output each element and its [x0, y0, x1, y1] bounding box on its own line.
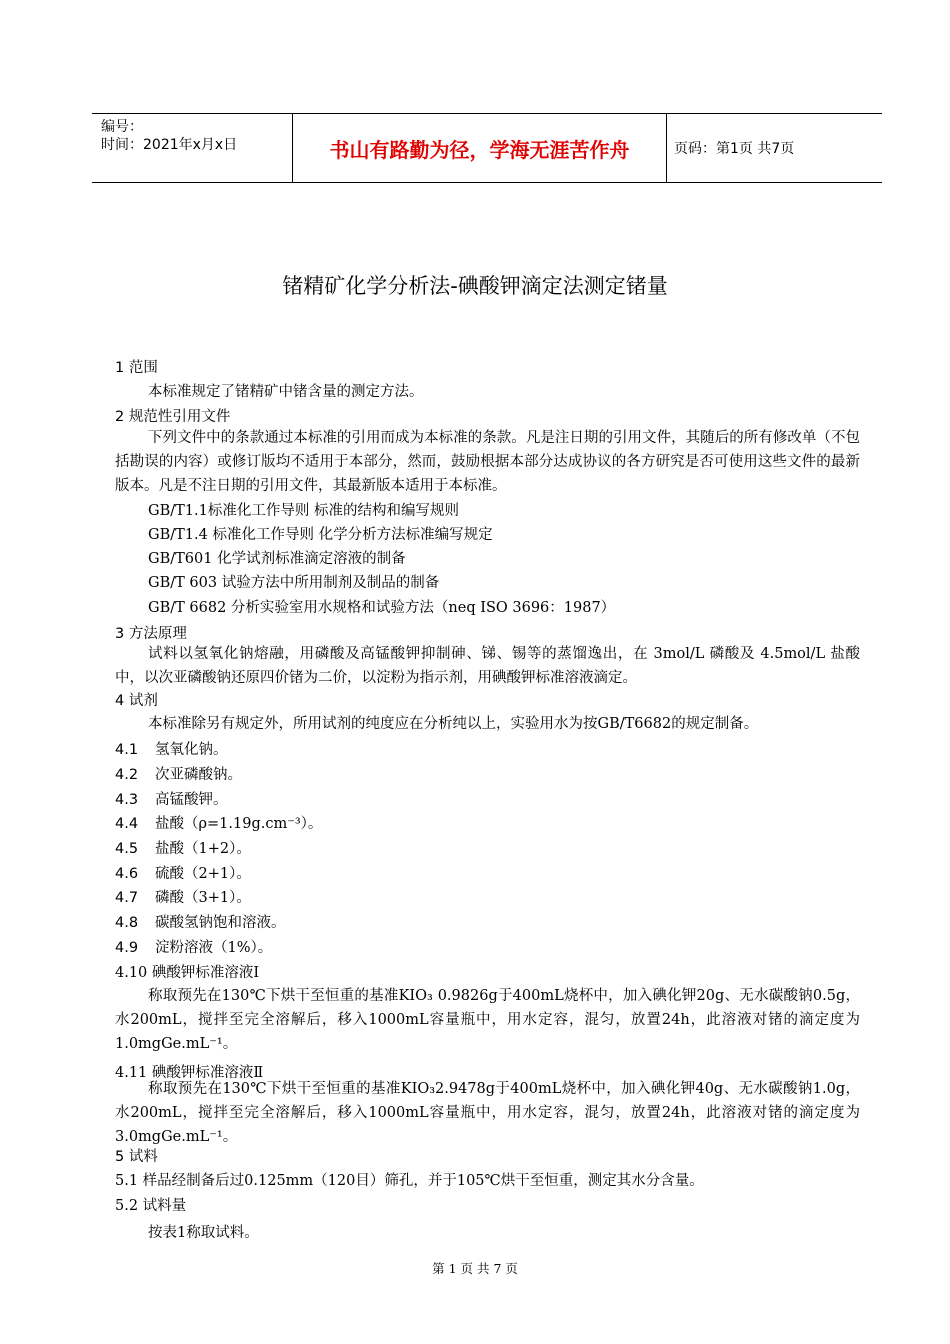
reagent-number: 4.5: [115, 841, 139, 857]
reagent-item: [115, 886, 251, 907]
reference-5: GB/T 6682 分析实验室用水规格和试验方法（neq ISO 3696：1987）: [148, 600, 616, 616]
reagent-item: [115, 911, 286, 932]
reagent-number: 4.2: [115, 767, 139, 783]
section-2-heading: 2 规范性引用文件: [115, 409, 231, 425]
page-info: 页码：第1页 共7页: [674, 141, 795, 157]
reagent-text: 次亚磷酸钠。: [155, 767, 242, 783]
header-left-cell: [101, 118, 237, 154]
number-label: 编号：: [101, 119, 143, 135]
reagent-text: 盐酸（ρ=1.19g.cm⁻³）。: [155, 816, 323, 832]
reagent-4-10-heading: 4.10 碘酸钾标准溶液Ⅰ: [115, 965, 260, 981]
section-1-heading: 1 范围: [115, 360, 158, 376]
reagent-4-11-text: 称取预先在130℃下烘干至恒重的基准KIO₃2.9478g于400mL烧杯中，加入碘化钾40g、无水碳酸钠1.0g，水200mL，搅拌至完全溶解后，移入1000mL容量瓶中，用水定容，混匀，放置24h，此溶液对锗的滴定度为3.0mgGe.mL⁻¹。: [115, 1081, 860, 1145]
section-1-text: 本标准规定了锗精矿中锗含量的测定方法。: [148, 384, 424, 400]
section-5-2-text: 按表1称取试料。: [148, 1225, 259, 1241]
reagent-item: [115, 763, 242, 784]
motto: 书山有路勤为径，学海无涯苦作舟: [292, 114, 667, 182]
document-title: 锗精矿化学分析法-碘酸钾滴定法测定锗量: [282, 274, 668, 298]
reagent-text: 氢氧化钠。: [155, 742, 228, 758]
reagent-text: 硫酸（2+1）。: [155, 866, 251, 882]
reagent-item: [115, 788, 228, 809]
reagent-4-10-text: 称取预先在130℃下烘干至恒重的基准KIO₃ 0.9826g于400mL烧杯中，加入碘化钾20g、无水碳酸钠0.5g，水200mL，搅拌至完全溶解后，移入1000mL容量瓶中，用水定容，混匀，放置24h，此溶液对锗的滴定度为1.0mgGe.mL⁻¹。: [115, 988, 860, 1052]
reagent-number: 4.4: [115, 816, 139, 832]
section-4-heading: 4 试剂: [115, 693, 158, 709]
section-3-heading: 3 方法原理: [115, 626, 187, 642]
reagent-number: 4.7: [115, 890, 139, 906]
reference-2: GB/T1.4 标准化工作导则 化学分析方法标准编写规定: [148, 527, 493, 543]
section-3-text: 试料以氢氧化钠熔融，用磷酸及高锰酸钾抑制砷、锑、锡等的蒸馏逸出，在 3mol/L 磷酸及 4.5mol/L 盐酸中，以次亚磷酸钠还原四价锗为二价，以淀粉为指示剂，用碘酸钾标准溶液滴定。: [115, 646, 860, 686]
reagent-number: 4.3: [115, 792, 139, 808]
reference-4: GB/T 603 试验方法中所用制剂及制品的制备: [148, 575, 440, 591]
reagent-number: 4.6: [115, 866, 139, 882]
reagent-item: [115, 812, 322, 833]
reagent-item: [115, 837, 251, 858]
document-header: [92, 113, 882, 183]
reagent-4-11-heading: 4.11 碘酸钾标准溶液Ⅱ: [115, 1065, 264, 1081]
section-5-2-heading: 5.2 试料量: [115, 1198, 187, 1214]
reagent-item: [115, 936, 272, 957]
reagent-number: 4.8: [115, 915, 139, 931]
page-footer: 第 1 页 共 7 页: [432, 1261, 518, 1276]
reagent-text: 淀粉溶液（1%）。: [155, 940, 273, 956]
reagent-text: 高锰酸钾。: [155, 792, 228, 808]
reagent-item: [115, 862, 251, 883]
section-5-1: 5.1 样品经制备后过0.125mm（120目）筛孔，并于105℃烘干至恒重，测定其水分含量。: [115, 1173, 704, 1189]
time-label: 时间：2021年x月x日: [101, 137, 238, 153]
reagent-text: 磷酸（3+1）。: [155, 890, 251, 906]
reagent-text: 盐酸（1+2）。: [155, 841, 251, 857]
reagent-number: 4.1: [115, 742, 139, 758]
section-5-heading: 5 试料: [115, 1149, 158, 1165]
reference-3: GB/T601 化学试剂标准滴定溶液的制备: [148, 551, 406, 567]
reference-1: GB/T1.1标准化工作导则 标准的结构和编写规则: [148, 503, 459, 519]
reagent-item: [115, 738, 228, 759]
section-2-text: 下列文件中的条款通过本标准的引用而成为本标准的条款。凡是注日期的引用文件，其随后的所有修改单（不包括勘误的内容）或修订版均不适用于本部分，然而，鼓励根据本部分达成协议的各方研究是否可使用这些文件的最新版本。凡是不注日期的引用文件，其最新版本适用于本标准。: [115, 430, 860, 494]
section-4-text: 本标准除另有规定外，所用试剂的纯度应在分析纯以上，实验用水为按GB/T6682的规定制备。: [148, 716, 759, 732]
reagent-number: 4.9: [115, 940, 139, 956]
reagent-text: 碳酸氢钠饱和溶液。: [155, 915, 286, 931]
